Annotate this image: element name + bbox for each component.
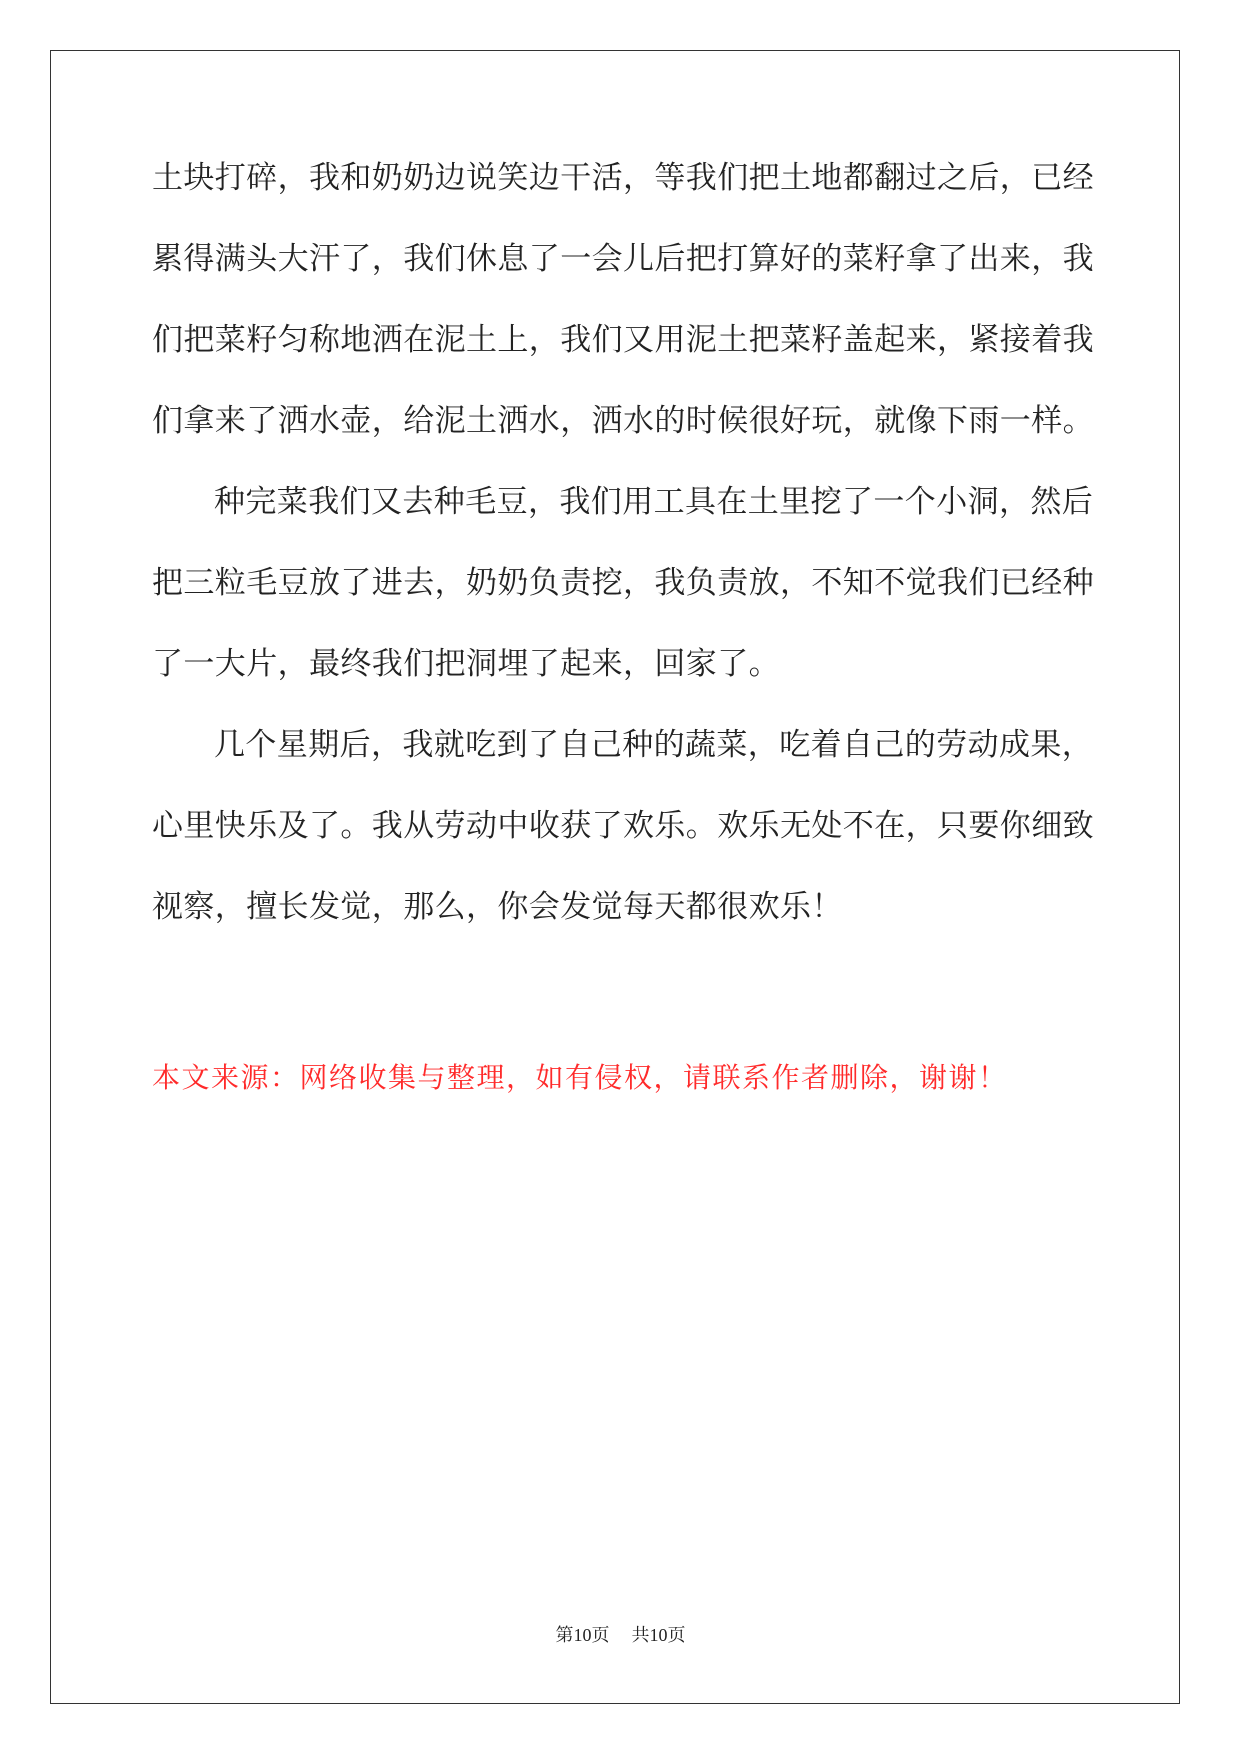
body-line-3: 们把菜籽匀称地洒在泥土上，我们又用泥土把菜籽盖起来，紧接着我 [152, 322, 1094, 358]
source-note: 本文来源：网络收集与整理，如有侵权，请联系作者删除，谢谢！ [152, 1061, 1008, 1094]
body-line-5: 种完菜我们又去种毛豆，我们用工具在土里挖了一个小洞，然后 [214, 484, 1094, 520]
body-line-4: 们拿来了洒水壶，给泥土洒水，洒水的时候很好玩，就像下雨一样。 [152, 403, 1094, 439]
body-line-6: 把三粒毛豆放了进去，奶奶负责挖，我负责放，不知不觉我们已经种 [152, 565, 1094, 601]
body-line-9: 心里快乐及了。我从劳动中收获了欢乐。欢乐无处不在，只要你细致 [152, 808, 1094, 844]
body-line-7: 了一大片，最终我们把洞埋了起来，回家了。 [152, 646, 780, 682]
body-line-8: 几个星期后，我就吃到了自己种的蔬菜，吃着自己的劳动成果， [214, 727, 1094, 763]
document-body [152, 158, 1094, 968]
page-footer [0, 1621, 1241, 1647]
total-page-count: 共10页 [631, 1625, 686, 1645]
current-page-number: 第10页 [555, 1625, 610, 1645]
body-line-10: 视察，擅长发觉，那么，你会发觉每天都很欢乐！ [152, 889, 843, 925]
body-line-2: 累得满头大汗了，我们休息了一会儿后把打算好的菜籽拿了出来，我 [152, 241, 1094, 277]
body-line-1: 土块打碎，我和奶奶边说笑边干活，等我们把土地都翻过之后，已经 [152, 160, 1094, 196]
